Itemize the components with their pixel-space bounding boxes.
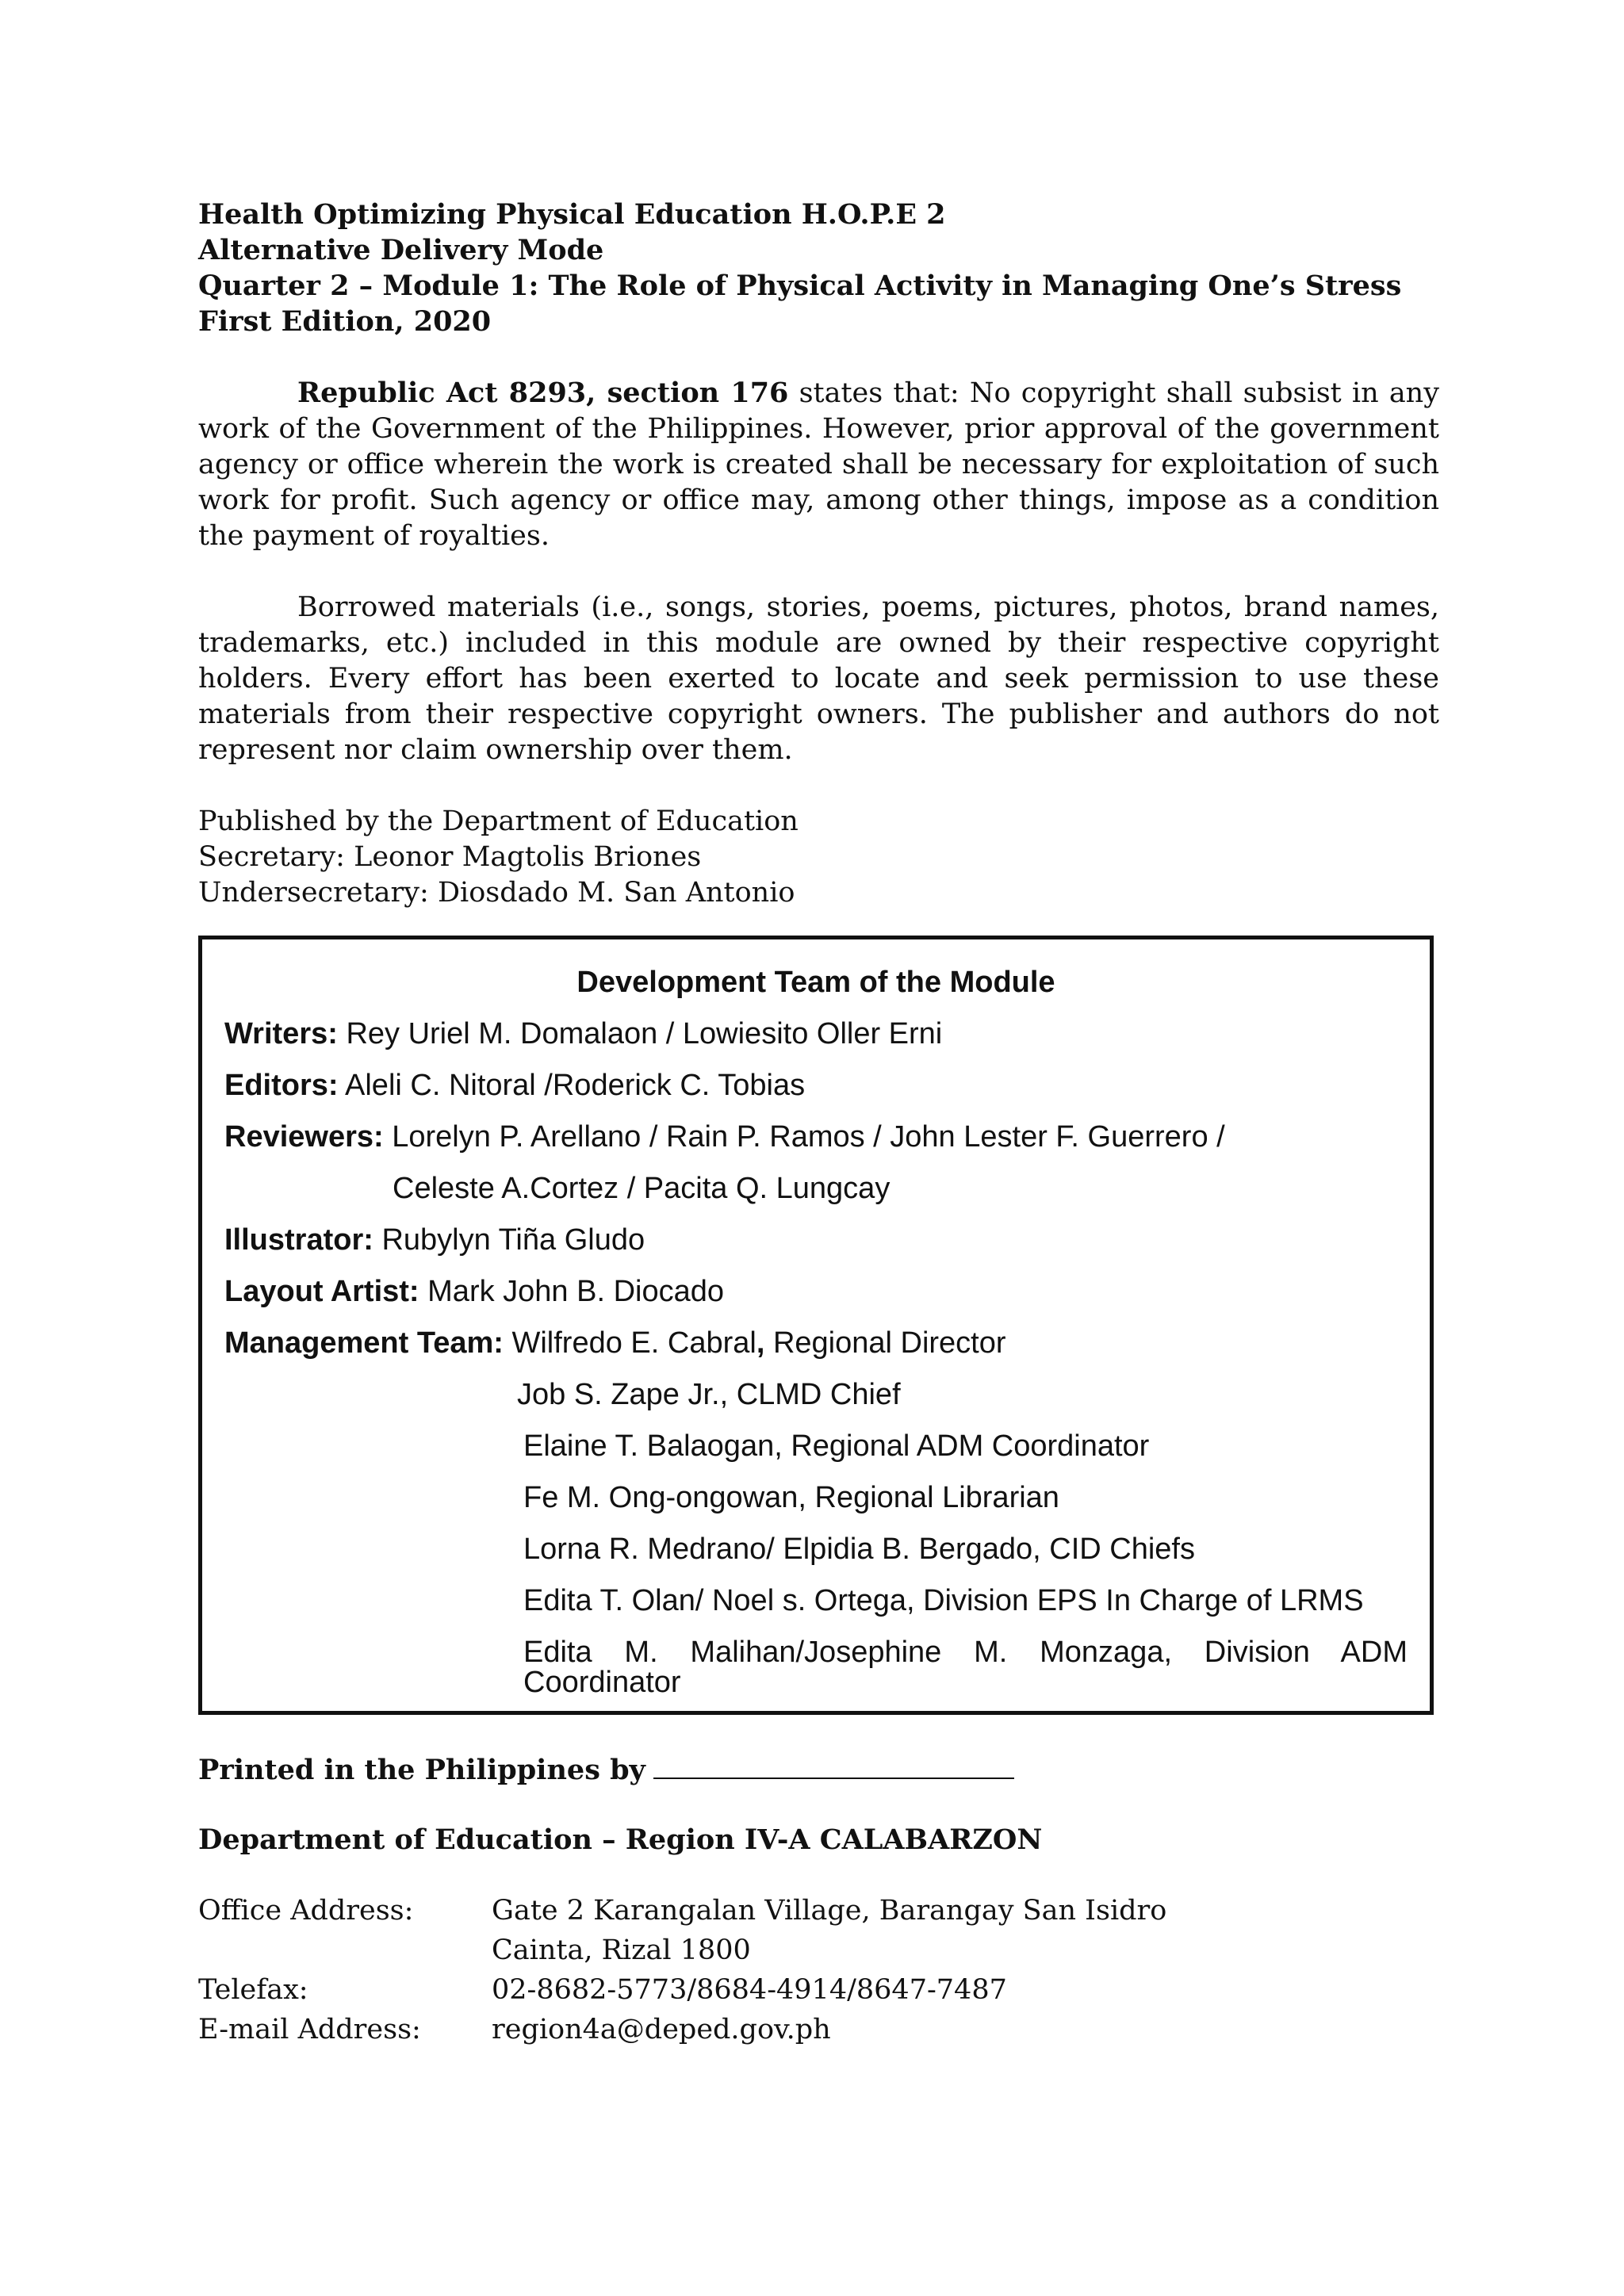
layout-artist-label: Layout Artist: (224, 1275, 419, 1308)
editors-label: Editors: (224, 1069, 339, 1102)
printed-by-line (198, 1752, 1014, 1786)
email-value: region4a@deped.gov.ph (492, 2014, 831, 2045)
layout-artist-row (224, 1275, 724, 1309)
management-member: Fe M. Ong-ongowan, Regional Librarian (523, 1481, 1059, 1514)
reviewers-continued: Celeste A.Cortez / Pacita Q. Lungcay (393, 1172, 891, 1205)
management-member-continued: Coordinator (523, 1666, 681, 1699)
management-comma: , (756, 1326, 765, 1360)
delivery-mode-line: Alternative Delivery Mode (198, 234, 604, 266)
edition-line: First Edition, 2020 (198, 305, 492, 338)
undersecretary: Undersecretary: Diosdado M. San Antonio (198, 877, 795, 909)
writers-label: Writers: (224, 1017, 338, 1050)
editors-row (224, 1069, 805, 1103)
publisher-block (198, 804, 1439, 911)
office-address-line1: Gate 2 Karangalan Village, Barangay San Isidro (492, 1895, 1167, 1927)
office-address-row-2 (198, 1934, 751, 1966)
management-team-row (224, 1326, 1006, 1360)
office-address-line2: Cainta, Rizal 1800 (492, 1934, 751, 1966)
copyright-paragraph (198, 375, 1439, 554)
editors-value: Aleli C. Nitoral /Roderick C. Tobias (338, 1069, 806, 1102)
document-page (198, 197, 1439, 911)
secretary: Secretary: Leonor Magtolis Briones (198, 841, 702, 873)
reviewers-value: Lorelyn P. Arellano / Rain P. Ramos / John Lester F. Guerrero / (383, 1120, 1225, 1154)
telefax-label: Telefax: (198, 1974, 308, 2006)
team-box-title: Development Team of the Module (576, 966, 1055, 999)
copyright-statement: states that: No copyright shall subsist in any work of the Government of the Philippines. However, prior approval of the government agency or office wherein the work is created shall be necessary for exploitation of such work for profit. Such agency or office may, among other things, impose as a condition the payment of royalties. (198, 377, 1439, 552)
printer-blank-line (653, 1752, 1014, 1779)
borrowed-materials-paragraph: Borrowed materials (i.e., songs, stories, poems, pictures, photos, brand names, trademarks, etc.) included in this module are owned by their respective copyright holders. Every effort has been exerted to locate and seek permission to use these materials from their respective copyright owners. The publisher and authors do not represent nor claim ownership over them. (198, 591, 1439, 766)
development-team-box (198, 936, 1434, 1715)
writers-value: Rey Uriel M. Domalaon / Lowiesito Oller Erni (337, 1017, 943, 1050)
printed-by-label: Printed in the Philippines by (198, 1754, 645, 1786)
published-by: Published by the Department of Education (198, 806, 799, 837)
telefax-row (198, 1974, 1007, 2006)
illustrator-value: Rubylyn Tiña Gludo (373, 1223, 645, 1257)
management-member: Edita M. Malihan/Josephine M. Monzaga, Division ADM (523, 1636, 1408, 1669)
management-role: Regional Director (764, 1326, 1006, 1360)
writers-row (224, 1017, 942, 1051)
deped-region-heading: Department of Education – Region IV-A CALABARZON (198, 1823, 1043, 1856)
management-member: Wilfredo E. Cabral (503, 1326, 756, 1360)
management-member: Edita T. Olan/ Noel s. Ortega, Division EPS In Charge of LRMS (523, 1584, 1364, 1617)
management-team-label: Management Team: (224, 1326, 504, 1360)
office-address-row (198, 1895, 1166, 1927)
republic-act-reference: Republic Act 8293, section 176 (297, 377, 789, 409)
quarter-module-line: Quarter 2 – Module 1: The Role of Physical Activity in Managing One’s Stress (198, 270, 1402, 302)
reviewers-row (224, 1120, 1225, 1154)
reviewers-label: Reviewers: (224, 1120, 384, 1154)
email-row (198, 2014, 831, 2045)
module-header (198, 197, 1439, 339)
office-address-label: Office Address: (198, 1895, 414, 1927)
illustrator-row (224, 1223, 645, 1257)
management-member: Lorna R. Medrano/ Elpidia B. Bergado, CID Chiefs (523, 1533, 1195, 1566)
email-label: E-mail Address: (198, 2014, 421, 2045)
module-title-line: Health Optimizing Physical Education H.O.P.E 2 (198, 198, 946, 231)
telefax-value: 02-8682-5773/8684-4914/8647-7487 (492, 1974, 1007, 2006)
management-member: Job S. Zape Jr., CLMD Chief (517, 1378, 901, 1411)
illustrator-label: Illustrator: (224, 1223, 373, 1257)
management-member: Elaine T. Balaogan, Regional ADM Coordinator (523, 1429, 1150, 1463)
layout-artist-value: Mark John B. Diocado (419, 1275, 724, 1308)
